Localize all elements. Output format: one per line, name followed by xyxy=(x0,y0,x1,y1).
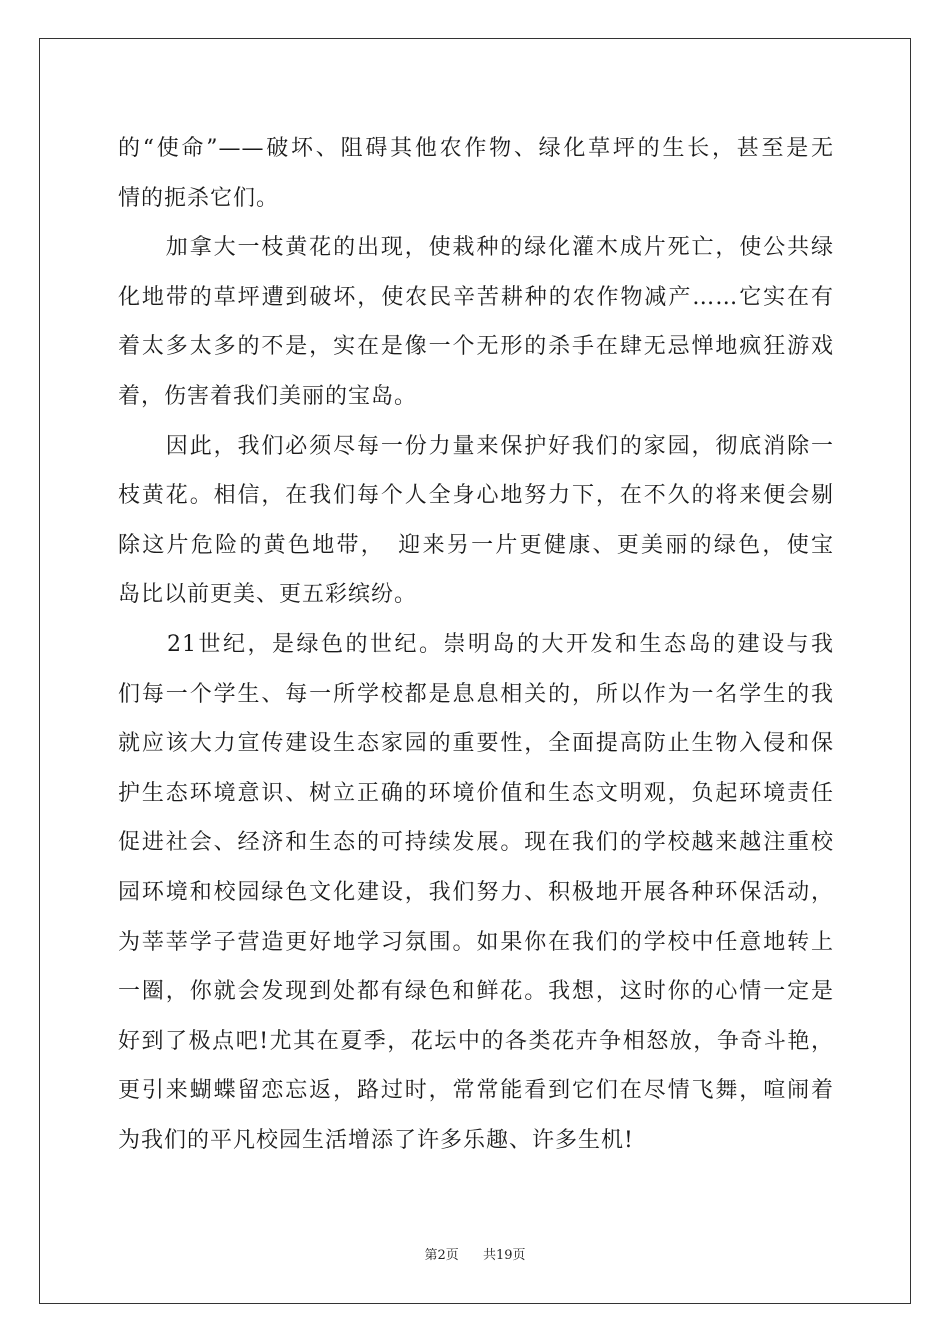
text-line: 加拿大一枝黄花的出现，使栽种的绿化灌木成片死亡，使公共绿 xyxy=(118,235,834,261)
text-line: 因此，我们必须尽每一份力量来保护好我们的家园，彻底消除一 xyxy=(118,433,834,459)
text-line: 除这片危险的黄色地带， 迎来另一片更健康、更美丽的绿色，使宝 xyxy=(118,532,834,558)
text-line: 更引来蝴蝶留恋忘返，路过时，常常能看到它们在尽情飞舞，喧闹着 xyxy=(118,1078,834,1104)
text-line: 枝黄花。相信，在我们每个人全身心地努力下，在不久的将来便会剔 xyxy=(118,483,834,509)
page-footer xyxy=(0,1244,950,1263)
text-line: 护生态环境意识、树立正确的环境价值和生态文明观，负起环境责任 xyxy=(118,780,834,806)
text-line: 们每一个学生、每一所学校都是息息相关的，所以作为一名学生的我 xyxy=(118,681,834,707)
text-line: 好到了极点吧!尤其在夏季，花坛中的各类花卉争相怒放，争奇斗艳， xyxy=(118,1028,834,1054)
text-line: 园环境和校园绿色文化建设，我们努力、积极地开展各种环保活动， xyxy=(118,879,834,905)
text-line: 为莘莘学子营造更好地学习氛围。如果你在我们的学校中任意地转上 xyxy=(118,929,834,955)
text-line: 着，伤害着我们美丽的宝岛。 xyxy=(118,383,418,409)
text-line: 情的扼杀它们。 xyxy=(118,185,280,211)
page-number-total: 共19页 xyxy=(483,1248,526,1263)
text-line: 岛比以前更美、更五彩缤纷。 xyxy=(118,582,418,608)
text-line: 为我们的平凡校园生活增添了许多乐趣、许多生机! xyxy=(118,1127,634,1153)
page-number-current: 第2页 xyxy=(424,1248,459,1263)
text-line: 化地带的草坪遭到破坏，使农民辛苦耕种的农作物减产……它实在有 xyxy=(118,284,834,310)
text-line: 促进社会、经济和生态的可持续发展。现在我们的学校越来越注重校 xyxy=(118,830,834,856)
text-line: 的“使命”——破坏、阻碍其他农作物、绿化草坪的生长，甚至是无 xyxy=(118,136,834,161)
text-line: 21世纪，是绿色的世纪。崇明岛的大开发和生态岛的建设与我 xyxy=(118,631,834,657)
document-body xyxy=(118,124,834,1165)
text-line: 就应该大力宣传建设生态家园的重要性，全面提高防止生物入侵和保 xyxy=(118,731,834,757)
text-line: 着太多太多的不是，实在是像一个无形的杀手在肆无忌惮地疯狂游戏 xyxy=(118,334,834,360)
text-line: 一圈，你就会发现到处都有绿色和鲜花。我想，这时你的心情一定是 xyxy=(118,979,834,1005)
